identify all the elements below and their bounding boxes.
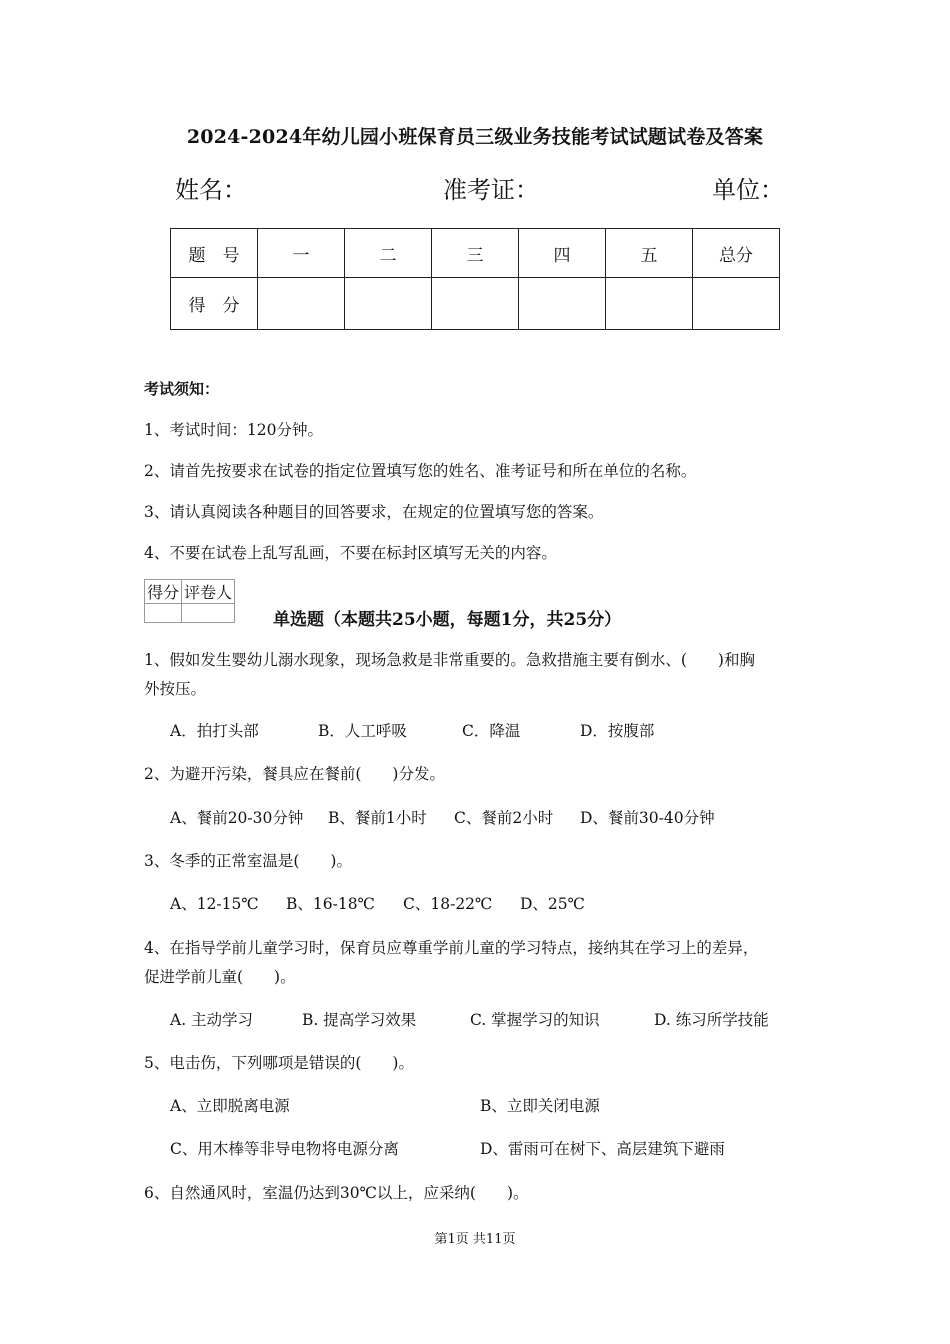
answer-option[interactable]: D. 练习所学技能 bbox=[654, 1011, 769, 1029]
answer-option[interactable]: C、用木棒等非导电物将电源分离 bbox=[170, 1140, 399, 1158]
score-cell[interactable] bbox=[258, 278, 345, 330]
score-cell[interactable] bbox=[432, 278, 519, 330]
notice-item: 2、请首先按要求在试卷的指定位置填写您的姓名、准考证号和所在单位的名称。 bbox=[144, 462, 697, 480]
answer-option[interactable]: D、25℃ bbox=[520, 895, 585, 913]
answer-option[interactable]: C、餐前2小时 bbox=[454, 809, 554, 827]
question-text: 1、假如发生婴幼儿溺水现象，现场急救是非常重要的。急救措施主要有倒水、( )和胸 bbox=[144, 651, 755, 669]
question-text-continued: 外按压。 bbox=[144, 680, 207, 698]
answer-option[interactable]: D．按腹部 bbox=[580, 722, 655, 740]
score-cell[interactable] bbox=[345, 278, 432, 330]
notice-item: 3、请认真阅读各种题目的回答要求，在规定的位置填写您的答案。 bbox=[144, 503, 604, 521]
question-text: 5、电击伤，下列哪项是错误的( )。 bbox=[144, 1054, 414, 1072]
grader-reviewer-label: 评卷人 bbox=[182, 580, 235, 604]
notice-heading: 考试须知： bbox=[144, 380, 220, 398]
question-text-continued: 促进学前儿童( )。 bbox=[144, 968, 296, 986]
score-header-cell: 二 bbox=[345, 229, 432, 278]
answer-option[interactable]: A．拍打头部 bbox=[170, 722, 259, 740]
answer-option[interactable]: A、立即脱离电源 bbox=[170, 1097, 290, 1115]
grader-score-label: 得分 bbox=[145, 580, 182, 604]
question-text: 2、为避开污染，餐具应在餐前( )分发。 bbox=[144, 765, 445, 783]
question-text: 4、在指导学前儿童学习时，保育员应尊重学前儿童的学习特点，接纳其在学习上的差异， bbox=[144, 939, 759, 957]
answer-option[interactable]: A. 主动学习 bbox=[170, 1011, 254, 1029]
question-text: 3、冬季的正常室温是( )。 bbox=[144, 852, 352, 870]
score-cell[interactable] bbox=[606, 278, 693, 330]
notice-item: 4、不要在试卷上乱写乱画，不要在标封区填写无关的内容。 bbox=[144, 544, 557, 562]
unit-label: 单位： bbox=[712, 176, 784, 204]
answer-option[interactable]: B. 提高学习效果 bbox=[302, 1011, 417, 1029]
answer-option[interactable]: C. 掌握学习的知识 bbox=[470, 1011, 600, 1029]
answer-option[interactable]: B、立即关闭电源 bbox=[480, 1097, 600, 1115]
answer-option[interactable]: B．人工呼吸 bbox=[318, 722, 407, 740]
grader-box bbox=[144, 579, 235, 623]
section-title: 单选题（本题共25小题，每题1分，共25分） bbox=[273, 610, 622, 630]
score-cell[interactable] bbox=[693, 278, 780, 330]
answer-option[interactable]: C、18-22℃ bbox=[403, 895, 493, 913]
page-footer: 第1页 共11页 bbox=[434, 1232, 516, 1247]
score-header-cell: 一 bbox=[258, 229, 345, 278]
answer-option[interactable]: B、餐前1小时 bbox=[328, 809, 427, 827]
score-cell[interactable] bbox=[519, 278, 606, 330]
score-header-cell: 总分 bbox=[693, 229, 780, 278]
grader-score-cell[interactable] bbox=[145, 604, 182, 623]
question-text: 6、自然通风时，室温仍达到30℃以上，应采纳( )。 bbox=[144, 1184, 529, 1202]
answer-option[interactable]: C．降温 bbox=[462, 722, 521, 740]
score-header-cell: 五 bbox=[606, 229, 693, 278]
score-table bbox=[170, 228, 780, 330]
name-label: 姓名： bbox=[175, 176, 247, 204]
notice-item: 1、考试时间：120分钟。 bbox=[144, 421, 323, 439]
answer-option[interactable]: D、雷雨可在树下、高层建筑下避雨 bbox=[480, 1140, 725, 1158]
grader-reviewer-cell[interactable] bbox=[182, 604, 235, 623]
document-title: 2024-2024年幼儿园小班保育员三级业务技能考试试题试卷及答案 bbox=[186, 126, 764, 148]
answer-option[interactable]: D、餐前30-40分钟 bbox=[580, 809, 715, 827]
score-header-cell: 题 号 bbox=[171, 229, 258, 278]
score-header-cell: 四 bbox=[519, 229, 606, 278]
answer-option[interactable]: A、餐前20-30分钟 bbox=[170, 809, 304, 827]
exam-number-label: 准考证： bbox=[443, 176, 539, 204]
score-header-cell: 三 bbox=[432, 229, 519, 278]
answer-option[interactable]: A、12-15℃ bbox=[170, 895, 259, 913]
answer-option[interactable]: B、16-18℃ bbox=[286, 895, 375, 913]
score-row-label: 得 分 bbox=[171, 278, 258, 330]
